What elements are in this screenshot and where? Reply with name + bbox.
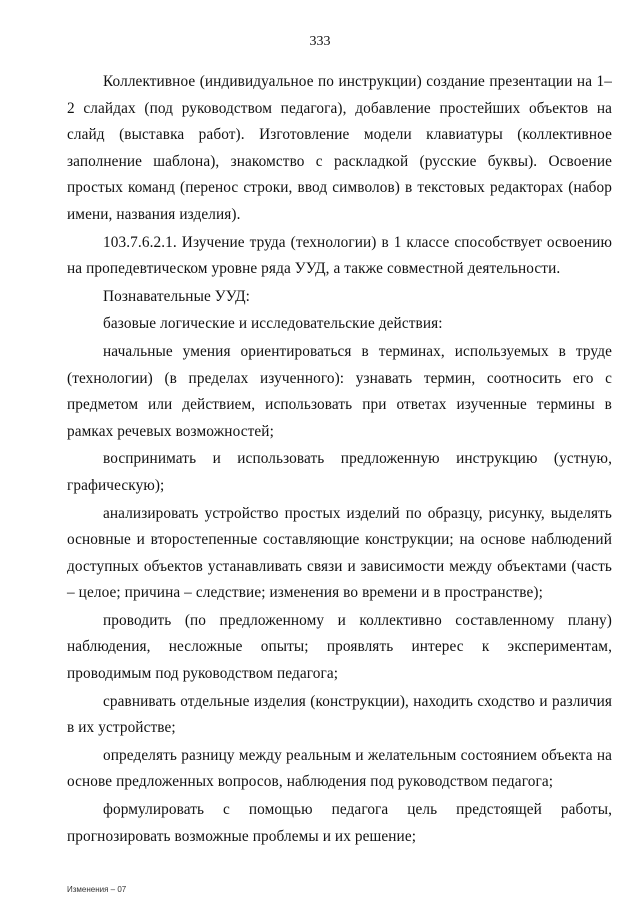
list-item-determine-difference: определять разницу между реальным и желательным состоянием объекта на основе предложенных вопросов, наблюдения под руководством педагога; xyxy=(67,746,612,791)
list-item-perceive-instruction: воспринимать и использовать предложенную инструкцию (устную, графическую); xyxy=(67,450,612,494)
subheading-basic-logical-actions: базовые логические и исследовательские действия: xyxy=(103,315,443,333)
list-item-conduct-observations: проводить (по предложенному и коллективно составленному плану) наблюдения, несложные опыты; проявлять интерес к экспериментам, проводимым под руководством педагога; xyxy=(67,611,612,683)
paragraph-presentation-activities: Коллективное (индивидуальное по инструкции) создание презентации на 1–2 слайдах (под руководством педагога), добавление простейших объектов на слайд (выставка работ). Изготовление модели клавиатуры (коллективное заполнение шаблона), знакомство с раскладкой (русские буквы). Освоение простых команд (перенос строки, ввод символов) в текстовых редакторах (набор имени, названия изделия). xyxy=(67,73,612,223)
list-item-formulate-goal: формулировать с помощью педагога цель предстоящей работы, прогнозировать возможные проблемы и их решение; xyxy=(67,801,612,845)
list-item-terminology: начальные умения ориентироваться в терминах, используемых в труде (технологии) (в пределах изученного): узнавать термин, соотносить его с предметом или действием, использовать при ответах изученные термины в рамках речевых возможностей; xyxy=(67,342,612,440)
page-number: 333 xyxy=(309,34,331,49)
revision-footer: Изменения – 07 xyxy=(67,885,127,894)
heading-cognitive-uud: Познавательные УУД: xyxy=(103,287,250,305)
paragraph-section-103-7-6-2-1: 103.7.6.2.1. Изучение труда (технологии) в 1 классе способствует освоению на пропедевтическом уровне ряда УУД, а также совместной деятельности. xyxy=(67,233,612,278)
list-item-analyze-structure: анализировать устройство простых изделий по образцу, рисунку, выделять основные и второстепенные составляющие конструкции; на основе наблюдений доступных объектов устанавливать связи и зависимости между объектами (часть – целое; причина – следствие; изменения во времени и в пространстве); xyxy=(67,504,612,602)
list-item-compare-products: сравнивать отдельные изделия (конструкции), находить сходство и различия в их устройстве; xyxy=(67,692,612,737)
document-body xyxy=(67,69,612,850)
